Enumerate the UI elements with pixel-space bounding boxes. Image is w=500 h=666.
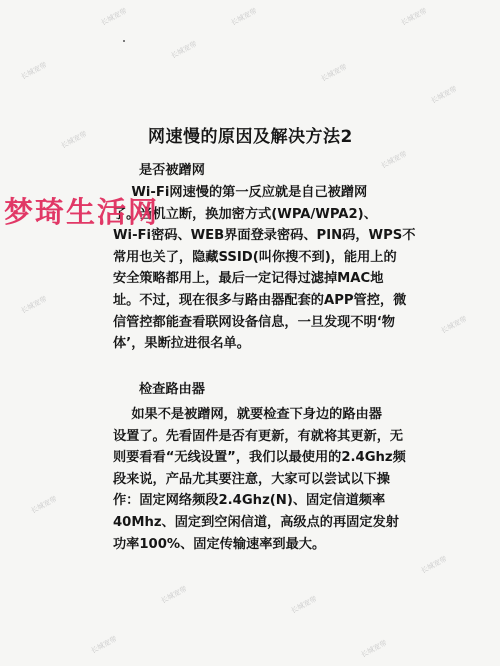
watermark-tile: 长城宽带 xyxy=(19,294,49,316)
watermark-tile: 长城宽带 xyxy=(359,638,389,660)
watermark-tile: 长城宽带 xyxy=(439,314,469,336)
body-line: 址。不过，现在很多与路由器配套的APP管控，微 xyxy=(113,292,407,308)
watermark-tile: 长城宽带 xyxy=(319,62,349,84)
body-line: 作：固定网络频段2.4Ghz(N)、固定信道频率 xyxy=(113,493,386,509)
brand-watermark: 梦琦生活网 xyxy=(4,195,160,229)
watermark-tile: 长城宽带 xyxy=(289,594,319,616)
body-line: 功率100%、固定传输速率到最大。 xyxy=(113,536,326,552)
watermark-tile: 长城宽带 xyxy=(169,39,199,61)
body-line: 40Mhz、固定到空闲信道，高级点的再固定发射 xyxy=(113,514,399,530)
body-line: 设置了。先看固件是否有更新，有就将其更新，无 xyxy=(113,428,404,444)
watermark-tile: 长城宽带 xyxy=(159,584,189,606)
watermark-tile: 长城宽带 xyxy=(19,60,49,82)
body-line: 如果不是被蹭网，就要检查下身边的路由器 xyxy=(113,407,382,422)
body-line: Wi-Fi网速慢的第一反应就是自己被蹭网 xyxy=(113,185,368,200)
body-line: 段来说，产品尤其要注意，大家可以尝试以下操 xyxy=(113,471,390,487)
watermark-tile: 长城宽带 xyxy=(429,84,459,106)
stray-dot xyxy=(123,40,125,42)
section-heading-wifi-leech: 是否被蹭网 xyxy=(139,163,205,178)
body-line: 则要看看“无线设置”，我们以最使用的2.4Ghz频 xyxy=(113,450,406,466)
body-line: Wi-Fi密码、WEB界面登录密码、PIN码，WPS不 xyxy=(113,228,416,244)
watermark-tile: 长城宽带 xyxy=(419,554,449,576)
body-line: 体’，果断拉进很名单。 xyxy=(113,336,250,352)
body-line: 了。当机立断，换加密方式(WPA/WPA2)、 xyxy=(113,206,377,222)
watermark-tile: 长城宽带 xyxy=(379,149,409,171)
body-line: 安全策略都用上，最后一定记得过滤掉MAC地 xyxy=(113,271,384,287)
watermark-tile: 长城宽带 xyxy=(229,6,259,28)
document-title: 网速慢的原因及解决方法2 xyxy=(148,127,353,147)
watermark-tile: 长城宽带 xyxy=(99,6,129,28)
watermark-tile: 长城宽带 xyxy=(29,494,59,516)
watermark-tile: 长城宽带 xyxy=(89,634,119,656)
section-heading-check-router: 检查路由器 xyxy=(139,382,205,397)
section-body-check-router xyxy=(113,404,413,555)
watermark-tile: 长城宽带 xyxy=(399,6,429,28)
watermark-tile: 长城宽带 xyxy=(59,129,89,151)
body-line: 常用也关了，隐藏SSID(叫你搜不到)，能用上的 xyxy=(113,249,397,265)
body-line: 信管控都能查看联网设备信息，一旦发现不明‘物 xyxy=(113,314,395,330)
